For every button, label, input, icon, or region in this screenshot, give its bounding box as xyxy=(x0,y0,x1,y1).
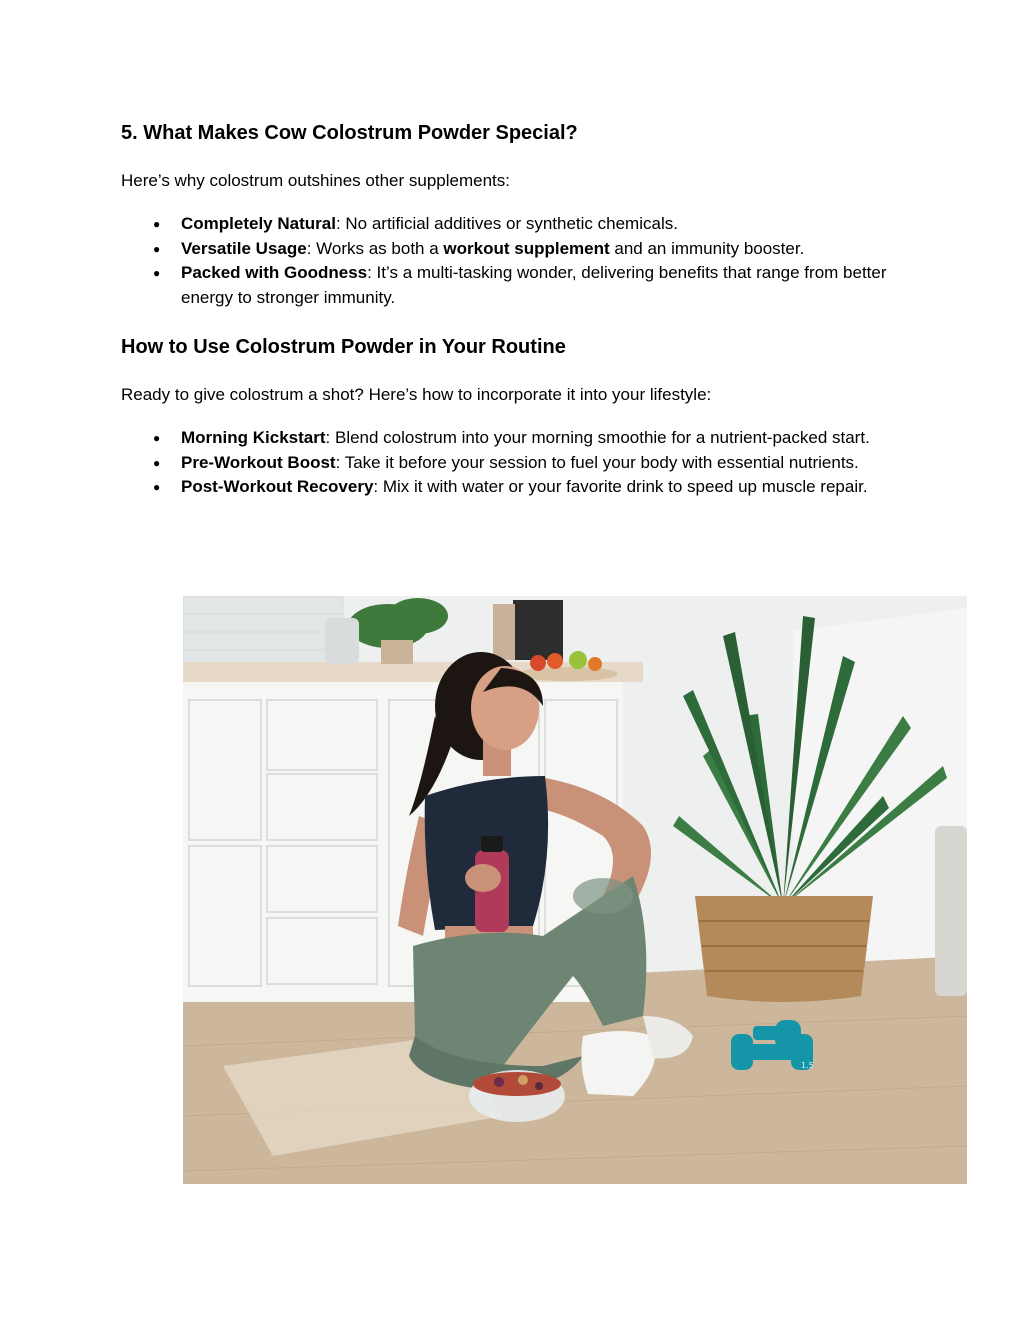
bullet-icon: ● xyxy=(153,455,161,470)
bullet-icon: ● xyxy=(153,480,161,494)
bullet-text: : It’s a multi-tasking wonder, delivering benefits that range from better energy to stronger immunity. xyxy=(181,263,887,307)
bullet-bold: Versatile Usage xyxy=(181,238,307,258)
bullet-bold: Packed with Goodness xyxy=(181,263,368,282)
bullet-text: : Works as both a xyxy=(306,238,444,258)
photo-vase xyxy=(325,618,359,664)
bullet-text: : Take it before your session to fuel your body with essential nutrients. xyxy=(335,452,859,472)
bullet-text: : Mix it with water or your favorite drink to speed up muscle repair. xyxy=(373,477,868,496)
list-item xyxy=(121,261,911,310)
bullet-icon: ● xyxy=(153,217,161,231)
bullet-icon: ● xyxy=(153,241,161,256)
bullet-text: : Blend colostrum into your morning smoothie for a nutrient-packed start. xyxy=(325,428,870,447)
bullet-bold: Post-Workout Recovery xyxy=(181,477,374,496)
section-heading-routine: How to Use Colostrum Powder in Your Routine xyxy=(121,336,566,358)
photo-basket xyxy=(695,896,873,1002)
section-intro-routine: Ready to give colostrum a shot? Here’s how to incorporate it into your lifestyle: xyxy=(121,385,712,404)
list-item xyxy=(121,237,911,262)
section-intro-special: Here’s why colostrum outshines other supplements: xyxy=(121,171,510,190)
photo-snack-bowl xyxy=(469,1070,565,1122)
photo-coffee-machine xyxy=(513,600,563,660)
photo-backsplash xyxy=(183,596,343,666)
bullet-icon: ● xyxy=(153,266,161,280)
bullet-text-tail: and an immunity booster. xyxy=(609,238,805,258)
bullet-bold: Morning Kickstart xyxy=(181,428,326,447)
bullet-bold: Pre-Workout Boost xyxy=(181,452,336,472)
list-item xyxy=(121,475,911,500)
bullet-bold: Completely Natural xyxy=(181,214,336,233)
bullet-list-special xyxy=(121,212,911,310)
list-item xyxy=(121,212,911,237)
photo-dumbbell-label: 1.5 xyxy=(801,1061,814,1070)
bullet-bold-inline: workout supplement xyxy=(443,238,610,258)
photo-sofa xyxy=(935,826,967,996)
list-item xyxy=(121,426,911,451)
bullet-list-routine xyxy=(121,426,911,500)
bullet-text: : No artificial additives or synthetic chemicals. xyxy=(335,214,678,233)
section-heading-special: 5. What Makes Cow Colostrum Powder Special? xyxy=(121,122,578,144)
bullet-icon: ● xyxy=(153,431,161,445)
fitness-photo xyxy=(183,596,967,1184)
list-item xyxy=(121,451,911,476)
